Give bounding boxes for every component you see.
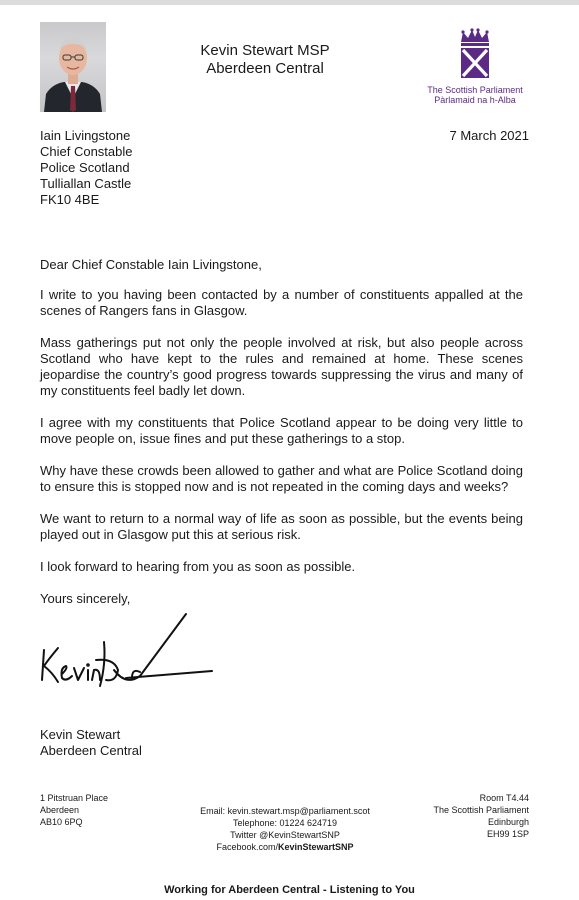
facebook-prefix: Facebook.com/ [216,842,278,852]
body-paragraph: Mass gatherings put not only the people involved at risk, but also people across Scotland who have kept to the rules and remained at home. These scenes jeopardise the country’s good progress towards suppressing the virus and many of my constituents feel badly let down. [40,335,523,398]
footer-email: Email: kevin.stewart.msp@parliament.scot [200,806,370,816]
recipient-line: Tulliallan Castle [40,176,132,191]
recipient-line: Iain Livingstone [40,128,131,143]
body-paragraph: We want to return to a normal way of life as soon as possible, but the events being played out in Glasgow put this at serious risk. [40,511,523,542]
scottish-parliament-logo [420,28,530,105]
footer-right-line: The Scottish Parliament [433,805,529,815]
salutation: Dear Chief Constable Iain Livingstone, [40,257,262,272]
mp-constituency: Aberdeen Central [206,60,324,77]
signatory-block [40,727,142,759]
footer-constituency-address [40,792,108,828]
logo-text-gaelic: Pàrlamaid na h-Alba [434,95,516,105]
closing: Yours sincerely, [40,591,131,606]
footer-tagline: Working for Aberdeen Central - Listening to You [164,884,415,896]
facebook-handle: KevinStewartSNP [278,842,354,852]
footer-right-line: Room T4.44 [479,793,529,803]
footer-right-line: Edinburgh [487,817,529,827]
body-paragraph: I look forward to hearing from you as soon as possible. [40,559,356,574]
footer-left-line: AB10 6PQ [40,817,83,827]
logo-text-english: The Scottish Parliament [427,85,523,95]
mp-name: Kevin Stewart MSP [200,42,330,59]
body-paragraph: Why have these crowds been allowed to gather and what are Police Scotland doing to ensure this is stopped now and is not repeated in the coming days and weeks? [40,463,523,494]
body-paragraph: I write to you having been contacted by a number of constituents appalled at the scenes of Rangers fans in Glasgow. [40,287,523,318]
handwritten-signature [36,608,216,698]
letterhead-title [150,42,380,78]
footer-contact-details [180,805,390,853]
signatory-name: Kevin Stewart [40,727,121,742]
footer-left-line: Aberdeen [40,805,80,815]
top-edge-bar [0,0,579,5]
mp-portrait-photo [40,22,106,112]
recipient-line: FK10 4BE [40,192,100,207]
body-paragraph: I agree with my constituents that Police Scotland appear to be doing very little to move people on, issue fines and put these gatherings to a stop. [40,415,523,446]
letter-date: 7 March 2021 [449,128,529,143]
footer-telephone: Telephone: 01224 624719 [232,818,338,828]
footer-parliament-address [433,792,529,840]
footer-right-line: EH99 1SP [486,829,529,839]
letter-body [40,257,523,623]
footer-twitter: Twitter @KevinStewartSNP [230,830,340,840]
recipient-line: Police Scotland [40,160,130,175]
recipient-address [40,128,133,208]
footer-facebook [180,841,390,853]
recipient-line: Chief Constable [40,144,133,159]
signatory-constituency: Aberdeen Central [40,743,142,758]
footer-left-line: 1 Pitstruan Place [40,793,109,803]
crown-saltire-icon [455,28,495,80]
